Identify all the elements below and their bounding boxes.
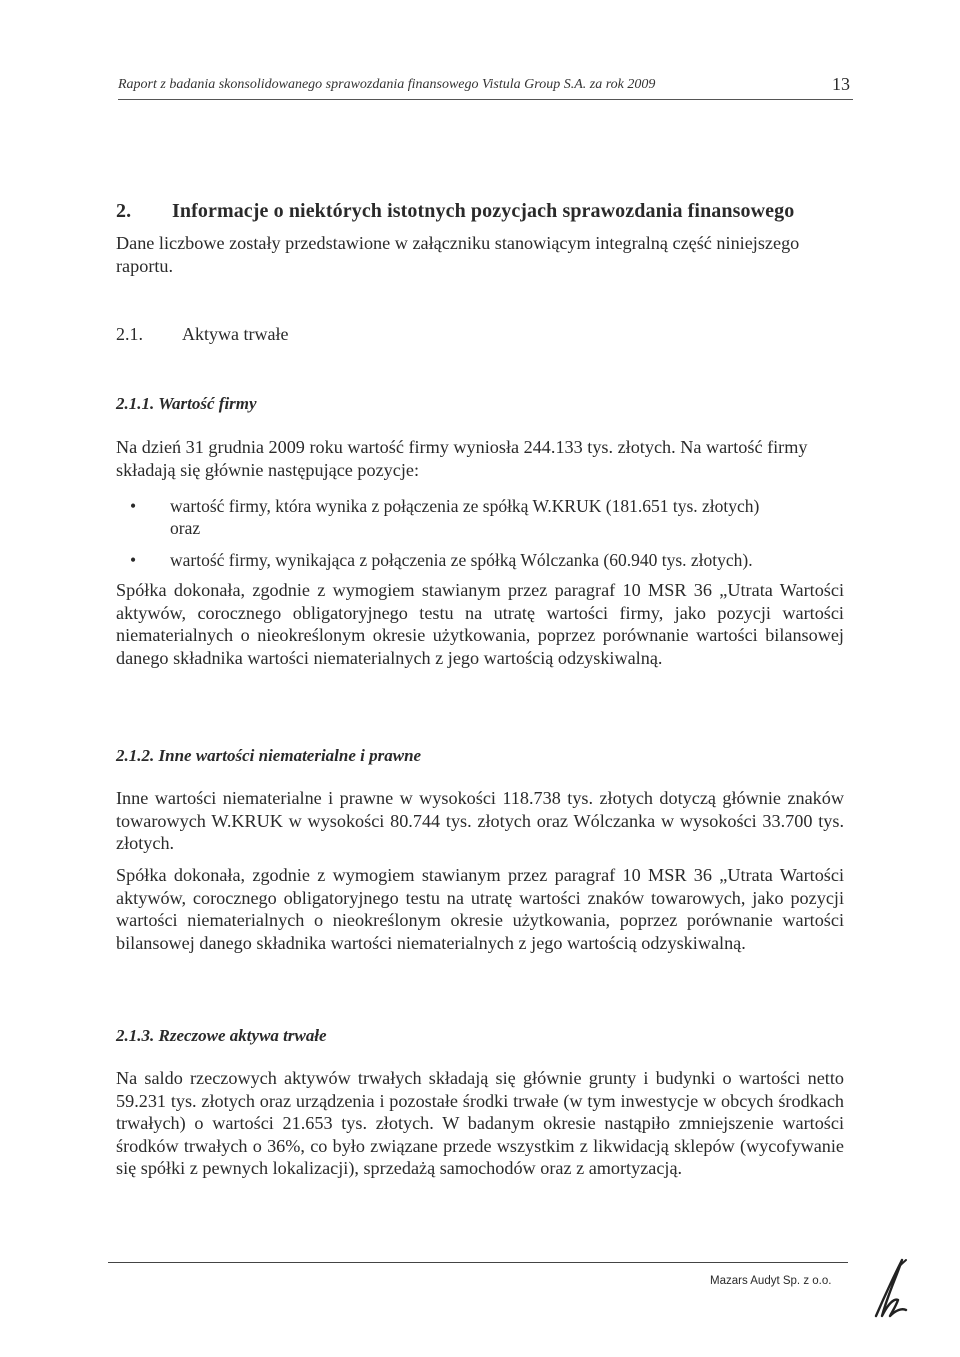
section-number: 2.	[116, 200, 132, 222]
subsection-title: Aktywa trwałe	[182, 324, 289, 344]
goodwill-bullet-list-2	[130, 549, 845, 571]
footer-divider	[108, 1262, 848, 1263]
section-title-text: Informacje o niektórych istotnych pozycjach sprawozdania finansowego	[172, 200, 795, 222]
page-number: 13	[832, 74, 850, 94]
subsection-heading	[116, 324, 288, 345]
intangibles-paragraph-2: Spółka dokonała, zgodnie z wymogiem stawianym przez paragraf 10 MSR 36 „Utrata Wartości aktywów, corocznego obligatoryjnego testu na utratę wartości znaków towarowych, jako pozycji wartości niematerialnych o nieokreślonym okresie użytkowania, poprzez porównanie wartości bilansowej danego składnika wartości niematerialnych z jego wartością odzyskiwalną.	[116, 865, 844, 953]
goodwill-connector: oraz	[170, 518, 201, 538]
goodwill-impairment-paragraph: Spółka dokonała, zgodnie z wymogiem stawianym przez paragraf 10 MSR 36 „Utrata Wartości aktywów, corocznego obligatoryjnego testu na utratę wartości firmy, jako pozycji wartości niematerialnych o nieokreślonym okresie użytkowania, poprzez porównanie wartości bilansowej danego składnika wartości niematerialnych z jego wartością odzyskiwalną.	[116, 580, 844, 668]
section-intro: Dane liczbowe zostały przedstawione w załączniku stanowiącym integralną część niniejszego raportu.	[116, 233, 800, 276]
signature-initials	[868, 1254, 912, 1324]
goodwill-intro: Na dzień 31 grudnia 2009 roku wartość firmy wyniosła 244.133 tys. złotych. Na wartość firmy składają się głównie następujące pozycje:	[116, 437, 808, 480]
intangibles-paragraph-1: Inne wartości niematerialne i prawne w wysokości 118.738 tys. złotych dotyczą głównie znaków towarowych W.KRUK w wysokości 80.744 tys. złotych oraz Wólczanka w wysokości 33.700 tys. złotych.	[116, 788, 844, 853]
fixed-assets-paragraph: Na saldo rzeczowych aktywów trwałych składają się głównie grunty i budynki o wartości netto 59.231 tys. złotych oraz urządzenia i pozostałe środki trwałe (w tym inwestycje w obcych środkach trwałych) o wartości 21.653 tys. złotych. W badanym okresie nastąpiło zmniejszenie wartości środków trwałych o 36%, co było związane przede wszystkim z likwidacją sklepów (wycofywanie się spółki z pewnych lokalizacji), sprzedażą samochodów oraz z amortyzacją.	[116, 1068, 844, 1178]
section-title	[116, 200, 856, 223]
fixed-assets-heading: 2.1.3. Rzeczowe aktywa trwałe	[116, 1026, 327, 1045]
footer-auditor: Mazars Audyt Sp. z o.o.	[710, 1275, 832, 1287]
goodwill-bullet-wolczanka: • wartość firmy, wynikająca z połączenia ze spółką Wólczanka (60.940 tys. złotych).	[130, 549, 845, 571]
goodwill-bullet-wkruk: • wartość firmy, która wynika z połączenia ze spółką W.KRUK (181.651 tys. złotych)	[130, 495, 845, 517]
goodwill-heading: 2.1.1. Wartość firmy	[116, 394, 257, 413]
subsection-number: 2.1.	[116, 324, 143, 344]
intangibles-heading: 2.1.2. Inne wartości niematerialne i prawne	[116, 746, 422, 765]
running-header: Raport z badania skonsolidowanego sprawozdania finansowego Vistula Group S.A. za rok 2009	[118, 77, 853, 100]
goodwill-bullet-list	[130, 495, 845, 517]
